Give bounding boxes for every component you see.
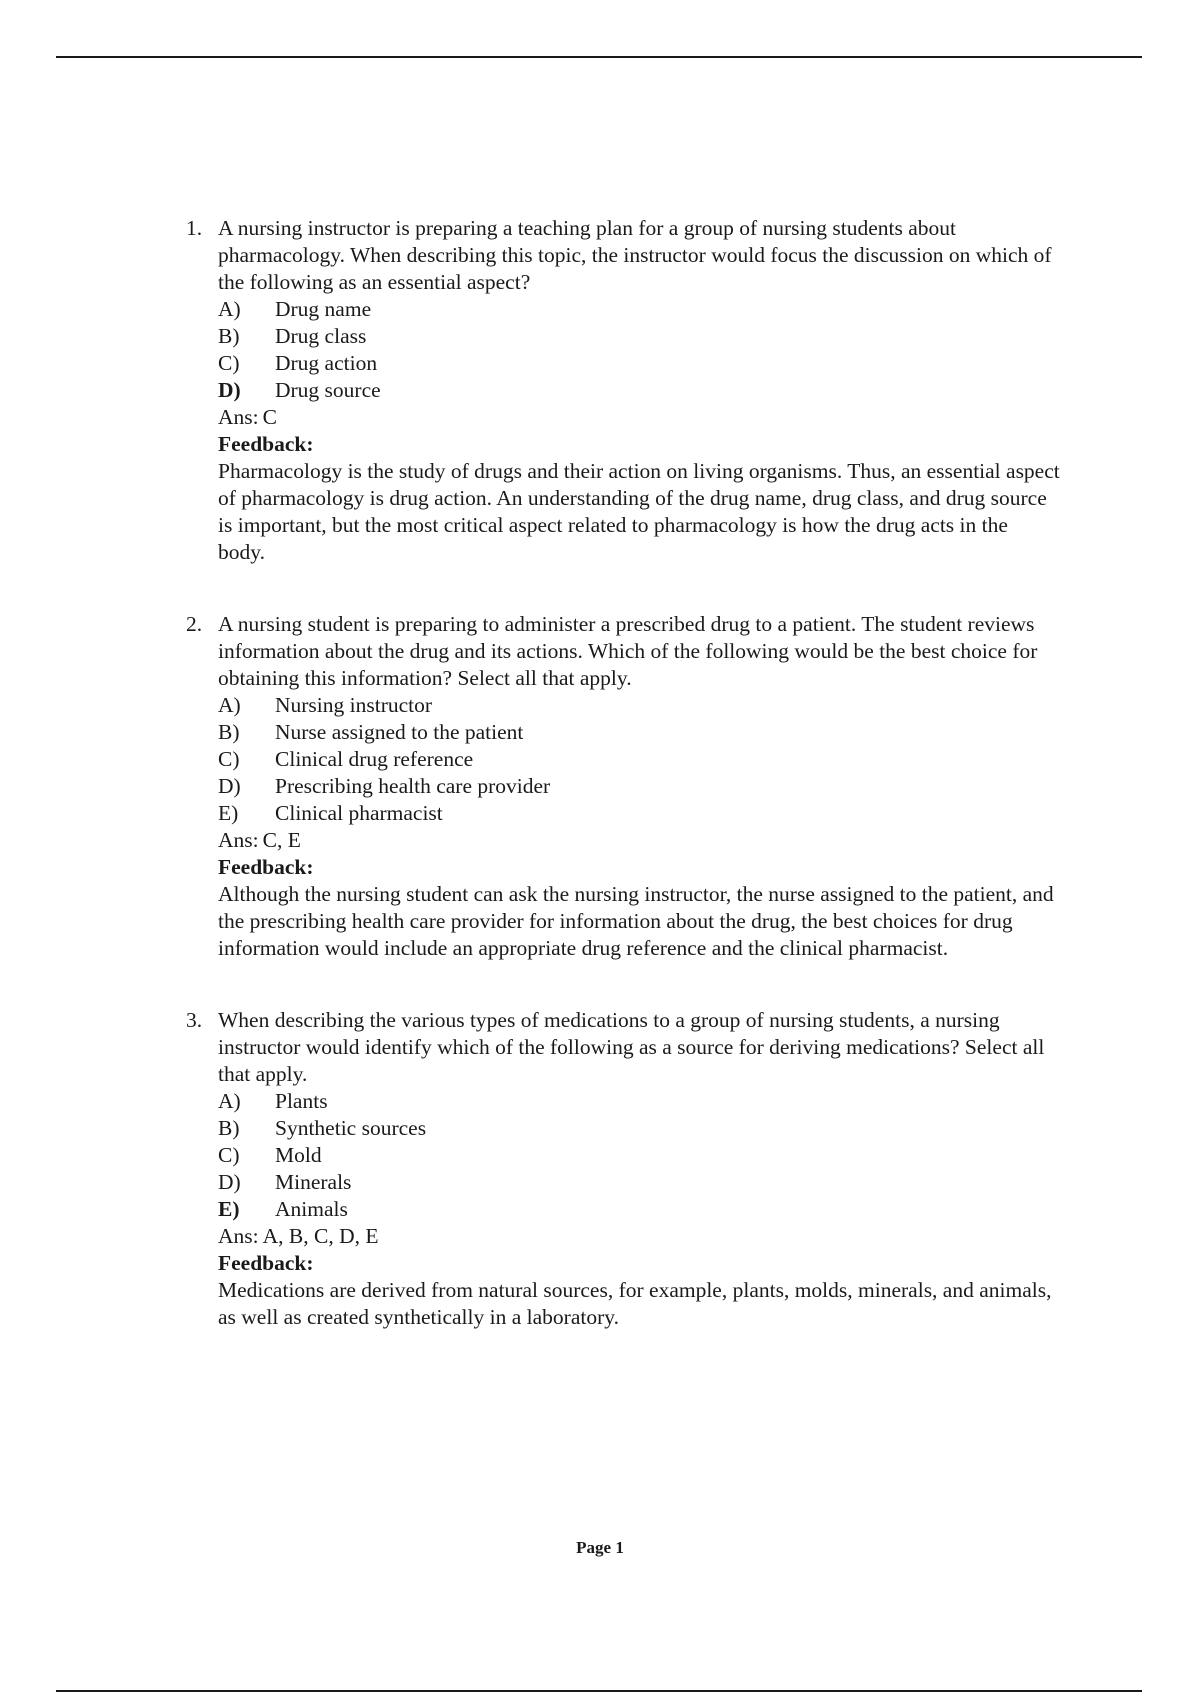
answer-label: Ans: [218,405,259,429]
option-letter: B) [218,324,240,348]
option-text: Clinical drug reference [275,747,474,771]
answer-value: C [262,405,277,429]
option-letter: B) [218,1116,240,1140]
question-number: 3. [186,1008,203,1032]
answer-value: A, B, C, D, E [262,1224,379,1248]
answer-line [218,827,1060,854]
option-text: Drug class [275,324,367,348]
option-c [218,350,1060,377]
option-list [218,692,1060,827]
bottom-rule [56,1690,1142,1692]
option-text: Drug source [275,378,381,402]
question-number: 2. [186,612,203,636]
option-a [218,1088,1060,1115]
option-b [218,719,1060,746]
feedback-text: Medications are derived from natural sources, for example, plants, molds, minerals, and animals, as well as created synthetically in a laboratory. [218,1278,1052,1329]
option-b [218,1115,1060,1142]
option-text: Clinical pharmacist [275,801,443,825]
option-text: Prescribing health care provider [275,774,551,798]
feedback-label: Feedback: [218,1251,314,1275]
option-list [218,296,1060,404]
option-text: Nursing instructor [275,693,433,717]
option-d [218,1169,1060,1196]
option-letter: C) [218,351,240,375]
option-d [218,377,1060,404]
option-e [218,1196,1060,1223]
option-letter: E) [218,801,239,825]
question-list [180,215,1060,1331]
option-letter: A) [218,693,241,717]
option-text: Mold [275,1143,322,1167]
option-letter: D) [218,774,241,798]
feedback-text: Although the nursing student can ask the nursing instructor, the nurse assigned to the patient, and the prescribing health care provider for information about the drug, the best choices for drug information would include an appropriate drug reference and the clinical pharmacist. [218,882,1054,960]
option-text: Nurse assigned to the patient [275,720,524,744]
question-2 [180,611,1060,962]
option-letter: D) [218,1170,241,1194]
option-e [218,800,1060,827]
option-c [218,1142,1060,1169]
question-3 [180,1007,1060,1331]
question-stem: A nursing instructor is preparing a teaching plan for a group of nursing students about pharmacology. When describing this topic, the instructor would focus the discussion on which of the following as an essential aspect? [218,216,1052,294]
option-letter: A) [218,297,241,321]
option-text: Plants [275,1089,328,1113]
option-text: Synthetic sources [275,1116,427,1140]
question-stem: A nursing student is preparing to administer a prescribed drug to a patient. The student reviews information about the drug and its actions. Which of the following would be the best choice for obtaining this information? Select all that apply. [218,612,1038,690]
option-b [218,323,1060,350]
question-number: 1. [186,216,203,240]
option-letter: A) [218,1089,241,1113]
option-text: Animals [275,1197,348,1221]
answer-line [218,1223,1060,1250]
option-d [218,773,1060,800]
answer-label: Ans: [218,828,259,852]
question-1 [180,215,1060,566]
option-c [218,746,1060,773]
option-letter: E) [218,1197,240,1221]
page-number: Page 1 [576,1538,624,1557]
option-letter: D) [218,378,241,402]
option-a [218,296,1060,323]
option-text: Minerals [275,1170,352,1194]
option-text: Drug name [275,297,372,321]
top-rule [56,56,1142,58]
option-a [218,692,1060,719]
option-letter: C) [218,1143,240,1167]
feedback-label: Feedback: [218,855,314,879]
option-letter: B) [218,720,240,744]
answer-line [218,404,1060,431]
option-text: Drug action [275,351,378,375]
feedback-label: Feedback: [218,432,314,456]
option-letter: C) [218,747,240,771]
answer-value: C, E [262,828,301,852]
option-list [218,1088,1060,1223]
answer-label: Ans: [218,1224,259,1248]
feedback-text: Pharmacology is the study of drugs and their action on living organisms. Thus, an essential aspect of pharmacology is drug action. An understanding of the drug name, drug class, and drug source is important, but the most critical aspect related to pharmacology is how the drug acts in the body. [218,459,1060,564]
question-stem: When describing the various types of medications to a group of nursing students, a nursing instructor would identify which of the following as a source for deriving medications? Select all that apply. [218,1008,1045,1086]
